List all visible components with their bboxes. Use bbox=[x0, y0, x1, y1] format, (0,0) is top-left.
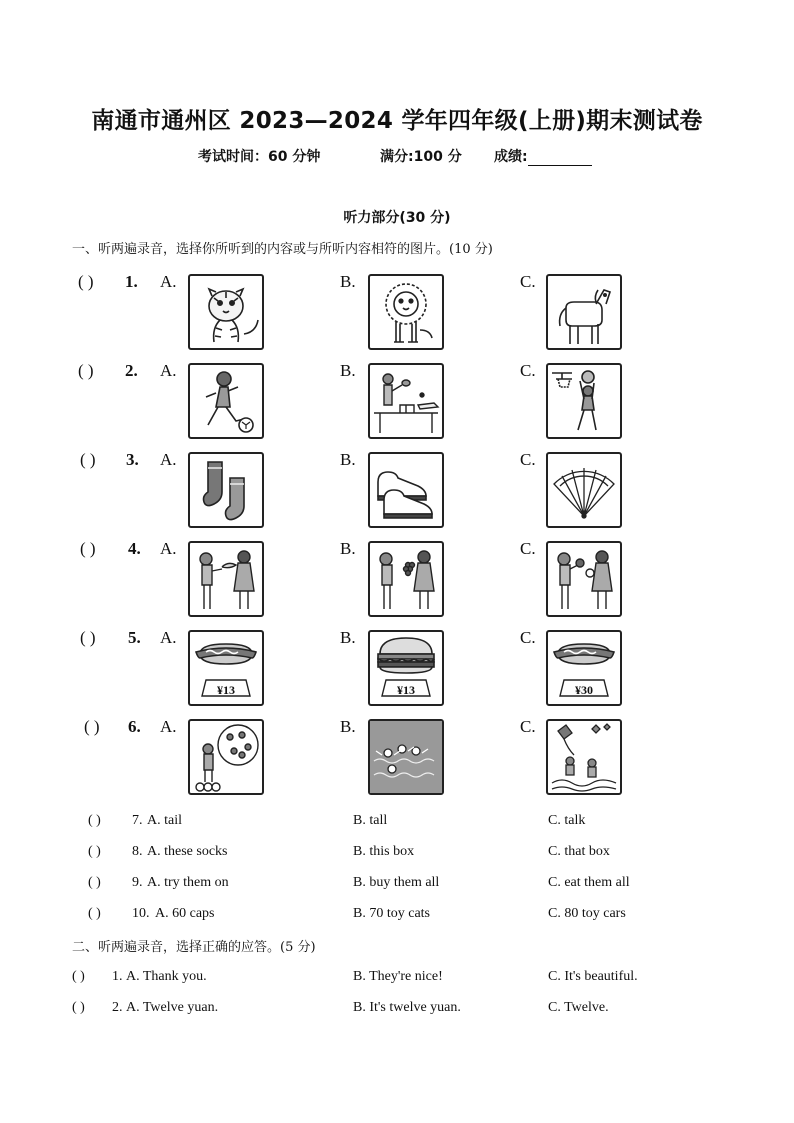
option-b: B. this box bbox=[353, 844, 415, 859]
question-number: 9. bbox=[132, 875, 143, 890]
part2-instruction: 二、听两遍录音，选择正确的应答。(5 分) bbox=[72, 940, 316, 955]
option-letter-a: A. bbox=[160, 272, 177, 291]
hamburger-icon[interactable] bbox=[368, 630, 444, 706]
option-letter-c: C. bbox=[520, 450, 536, 469]
grade-label: 成绩: bbox=[494, 149, 528, 165]
option-letter-a: A. bbox=[160, 361, 177, 380]
answer-bracket[interactable]: ( ) bbox=[72, 969, 85, 984]
price-tag: ¥13 bbox=[397, 683, 415, 697]
option-c: C. Twelve. bbox=[548, 1000, 609, 1015]
part2-question-2 bbox=[0, 1000, 794, 1020]
question-number: 5. bbox=[128, 628, 141, 647]
question-number: 4. bbox=[128, 539, 141, 558]
answer-bracket[interactable]: ( ) bbox=[78, 361, 94, 380]
swimming-icon[interactable] bbox=[368, 719, 444, 795]
question-6 bbox=[0, 717, 794, 799]
lion-icon[interactable] bbox=[368, 274, 444, 350]
option-b: B. It's twelve yuan. bbox=[353, 1000, 461, 1015]
option-letter-c: C. bbox=[520, 539, 536, 558]
basketball-icon[interactable] bbox=[546, 363, 622, 439]
answer-bracket[interactable]: ( ) bbox=[88, 906, 101, 921]
boy-girl-grapes-icon[interactable] bbox=[368, 541, 444, 617]
option-letter-a: A. bbox=[160, 539, 177, 558]
option-a: A. 60 caps bbox=[155, 906, 215, 921]
question-10 bbox=[0, 906, 794, 926]
question-number: 2. bbox=[125, 361, 138, 380]
socks-icon[interactable] bbox=[188, 452, 264, 528]
option-c: C. It's beautiful. bbox=[548, 969, 638, 984]
answer-bracket[interactable]: ( ) bbox=[80, 628, 96, 647]
boy-football-team-icon[interactable] bbox=[188, 719, 264, 795]
boy-girl-banana-icon[interactable] bbox=[188, 541, 264, 617]
question-number: 2. bbox=[112, 1000, 123, 1015]
question-4 bbox=[0, 539, 794, 621]
page-title: 南通市通州区 2023—2024 学年四年级(上册)期末测试卷 bbox=[91, 108, 703, 134]
grade-blank[interactable] bbox=[528, 151, 592, 166]
option-c: C. 80 toy cars bbox=[548, 906, 626, 921]
answer-bracket[interactable]: ( ) bbox=[78, 272, 94, 291]
option-letter-c: C. bbox=[520, 628, 536, 647]
question-number: 3. bbox=[126, 450, 139, 469]
option-letter-b: B. bbox=[340, 539, 356, 558]
option-a: A. tail bbox=[147, 813, 182, 828]
option-letter-c: C. bbox=[520, 717, 536, 736]
option-letter-c: C. bbox=[520, 361, 536, 380]
question-number: 1. bbox=[125, 272, 138, 291]
price-tag: ¥30 bbox=[575, 683, 593, 697]
tiger-icon[interactable] bbox=[188, 274, 264, 350]
option-b: B. tall bbox=[353, 813, 388, 828]
answer-bracket[interactable]: ( ) bbox=[84, 717, 100, 736]
answer-bracket[interactable]: ( ) bbox=[88, 813, 101, 828]
answer-bracket[interactable]: ( ) bbox=[80, 450, 96, 469]
table-tennis-icon[interactable] bbox=[368, 363, 444, 439]
boy-girl-apple-icon[interactable] bbox=[546, 541, 622, 617]
question-2 bbox=[0, 361, 794, 443]
hotdog-icon[interactable] bbox=[188, 630, 264, 706]
option-c: C. that box bbox=[548, 844, 610, 859]
option-a: A. Twelve yuan. bbox=[126, 1000, 219, 1015]
option-a: A. Thank you. bbox=[126, 969, 207, 984]
question-number: 10. bbox=[132, 906, 150, 921]
option-letter-b: B. bbox=[340, 450, 356, 469]
answer-bracket[interactable]: ( ) bbox=[88, 844, 101, 859]
option-a: A. these socks bbox=[147, 844, 228, 859]
option-b: B. buy them all bbox=[353, 875, 440, 890]
question-number: 7. bbox=[132, 813, 143, 828]
option-letter-a: A. bbox=[160, 628, 177, 647]
part1-instruction: 一、听两遍录音，选择你所听到的内容或与所听内容相符的图片。(10 分) bbox=[72, 242, 493, 257]
full-score: 满分:100 分 bbox=[380, 149, 462, 165]
grade-field bbox=[494, 146, 592, 166]
question-number: 1. bbox=[112, 969, 123, 984]
answer-bracket[interactable]: ( ) bbox=[88, 875, 101, 890]
question-number: 6. bbox=[128, 717, 141, 736]
part2-question-1 bbox=[0, 969, 794, 989]
question-number: 8. bbox=[132, 844, 143, 859]
price-tag: ¥13 bbox=[217, 683, 235, 697]
shoes-icon[interactable] bbox=[368, 452, 444, 528]
boy-soccer-icon[interactable] bbox=[188, 363, 264, 439]
question-7 bbox=[0, 813, 794, 833]
answer-bracket[interactable]: ( ) bbox=[72, 1000, 85, 1015]
kite-beach-icon[interactable] bbox=[546, 719, 622, 795]
option-c: C. eat them all bbox=[548, 875, 630, 890]
option-letter-b: B. bbox=[340, 272, 356, 291]
option-b: B. They're nice! bbox=[353, 969, 443, 984]
answer-bracket[interactable]: ( ) bbox=[80, 539, 96, 558]
option-a: A. try them on bbox=[147, 875, 229, 890]
exam-time: 考试时间：60 分钟 bbox=[198, 149, 321, 165]
horse-icon[interactable] bbox=[546, 274, 622, 350]
question-5 bbox=[0, 628, 794, 710]
option-letter-b: B. bbox=[340, 717, 356, 736]
option-letter-a: A. bbox=[160, 450, 177, 469]
option-b: B. 70 toy cats bbox=[353, 906, 430, 921]
option-letter-b: B. bbox=[340, 361, 356, 380]
question-3 bbox=[0, 450, 794, 532]
option-letter-b: B. bbox=[340, 628, 356, 647]
section-title: 听力部分(30 分) bbox=[343, 210, 451, 226]
question-8 bbox=[0, 844, 794, 864]
question-1 bbox=[0, 272, 794, 354]
hotdog-icon[interactable] bbox=[546, 630, 622, 706]
option-letter-c: C. bbox=[520, 272, 536, 291]
option-letter-a: A. bbox=[160, 717, 177, 736]
fan-icon[interactable] bbox=[546, 452, 622, 528]
option-c: C. talk bbox=[548, 813, 586, 828]
question-9 bbox=[0, 875, 794, 895]
